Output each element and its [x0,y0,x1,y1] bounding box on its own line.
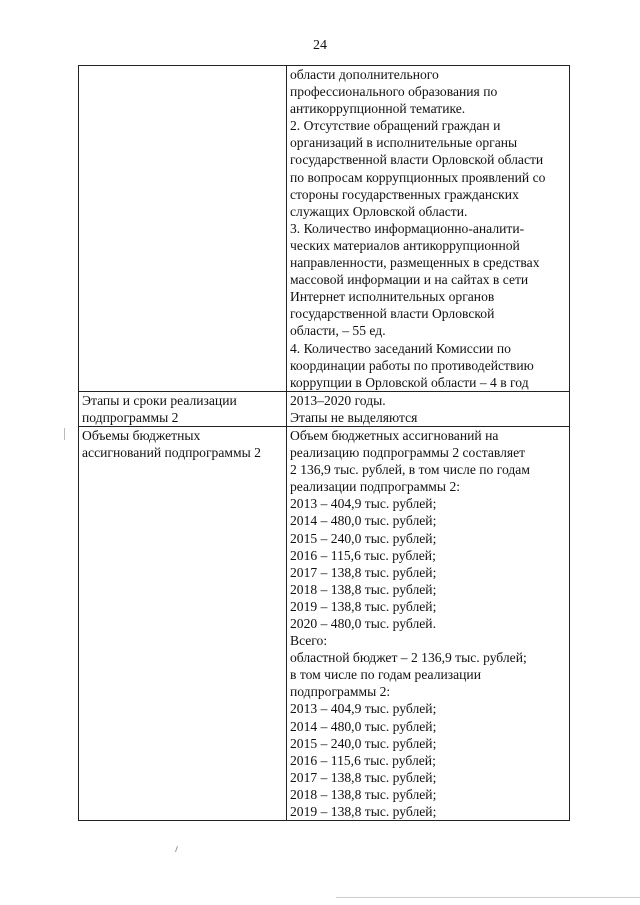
text-line: 3. Количество информационно-аналити- [290,220,525,236]
text-line: 2019 – 138,8 тыс. рублей; [290,598,437,614]
text-line: 4. Количество заседаний Комиссии по [290,340,511,356]
text-line: 2015 – 240,0 тыс. рублей; [290,735,437,751]
table-body [79,66,570,821]
scan-artifact [175,846,178,852]
text-line: ческих материалов антикоррупционной [290,237,520,253]
text-line: 2013 – 404,9 тыс. рублей; [290,701,437,717]
text-line: Объемы бюджетных [82,427,201,443]
text-line: 2019 – 138,8 тыс. рублей; [290,804,437,820]
text-line: реализации подпрограммы 2: [290,479,461,495]
scan-artifact [336,897,640,898]
text-line: 2013 – 404,9 тыс. рублей; [290,496,437,512]
text-line: 2018 – 138,8 тыс. рублей; [290,786,437,802]
row-label-cell [79,391,287,426]
text-line: массовой информации и на сайтах в сети [290,272,529,288]
text-line: государственной власти Орловской области [290,152,544,168]
scan-artifact [64,428,65,440]
text-line: государственной власти Орловской [290,306,495,322]
text-line: областной бюджет – 2 136,9 тыс. рублей; [290,650,527,666]
passport-table [78,65,570,821]
text-line: 2013–2020 годы. [290,392,386,408]
text-line: ассигнований подпрограммы 2 [82,445,261,461]
row-content-cell [287,66,570,392]
table-row [79,391,570,426]
text-line: подпрограммы 2: [290,684,391,700]
text-line: служащих Орловской области. [290,203,468,219]
text-line: направленности, размещенных в средствах [290,255,540,271]
text-line: координации работы по противодействию [290,357,534,373]
table-row [79,426,570,820]
text-line: Этапы не выделяются [290,409,418,425]
text-line: Интернет исполнительных органов [290,289,495,305]
text-line: 2 136,9 тыс. рублей, в том числе по годам [290,462,530,478]
row-content-cell [287,391,570,426]
table-row [79,66,570,392]
text-line: 2017 – 138,8 тыс. рублей; [290,564,437,580]
text-line: в том числе по годам реализации [290,667,481,683]
text-line: Этапы и сроки реализации [82,392,237,408]
text-line: 2018 – 138,8 тыс. рублей; [290,581,437,597]
text-line: 2016 – 115,6 тыс. рублей; [290,752,436,768]
text-line: 2. Отсутствие обращений граждан и [290,118,501,134]
page-number: 24 [313,38,327,53]
text-line: по вопросам коррупционных проявлений со [290,169,546,185]
text-line: организаций в исполнительные органы [290,135,518,151]
text-line: реализацию подпрограммы 2 составляет [290,445,526,461]
text-line: 2014 – 480,0 тыс. рублей; [290,513,437,529]
text-line: 2020 – 480,0 тыс. рублей. [290,616,436,631]
text-line: коррупции в Орловской области – 4 в год [290,374,529,390]
text-line: 2015 – 240,0 тыс. рублей; [290,530,437,546]
text-line: 2016 – 115,6 тыс. рублей; [290,547,436,563]
row-label-cell [79,66,287,392]
text-line: антикоррупционной тематике. [290,101,466,117]
text-line: 2014 – 480,0 тыс. рублей; [290,718,437,734]
text-line: стороны государственных гражданских [290,186,519,202]
text-line: подпрограммы 2 [82,409,179,425]
text-line: Объем бюджетных ассигнований на [290,427,499,443]
row-label-cell [79,426,287,820]
text-line: области, – 55 ед. [290,323,386,339]
text-line: профессионального образования по [290,84,498,100]
row-content-cell [287,426,570,820]
text-line: Всего: [290,633,328,649]
text-line: области дополнительного [290,67,439,82]
text-line: 2017 – 138,8 тыс. рублей; [290,769,437,785]
